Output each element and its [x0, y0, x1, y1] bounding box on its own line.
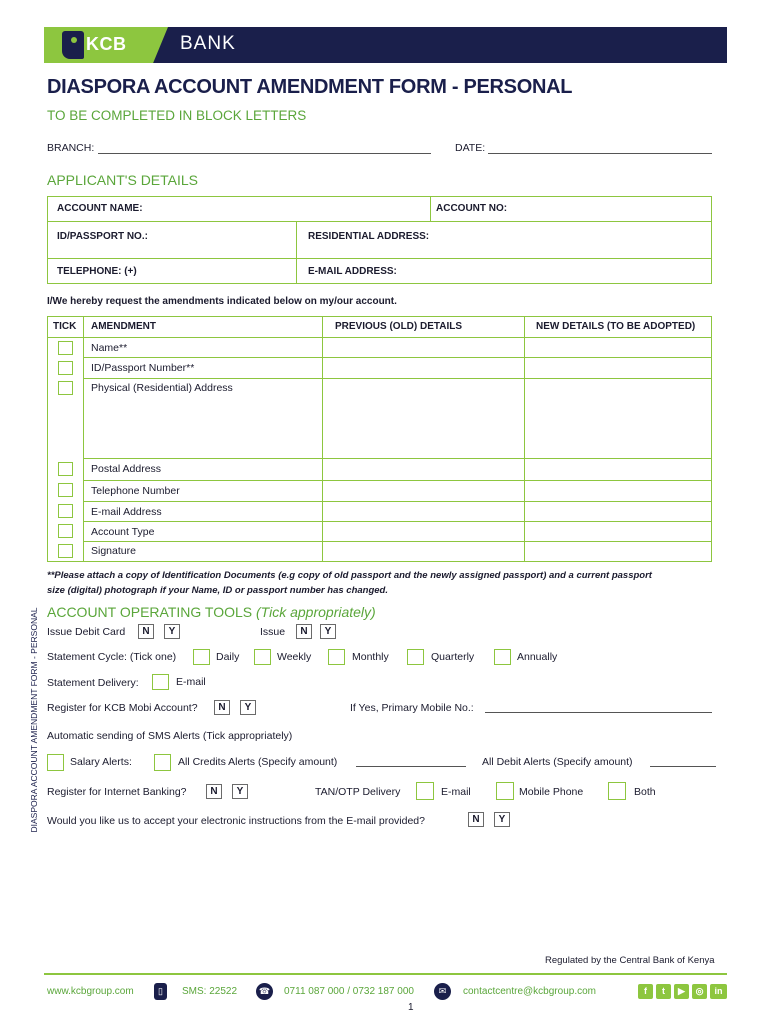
table-divider — [83, 458, 712, 459]
request-text: I/We hereby request the amendments indicated below on my/our account. — [47, 296, 397, 307]
credit-alerts-checkbox[interactable] — [154, 754, 171, 771]
tick-id-checkbox[interactable] — [58, 361, 73, 375]
mobi-yes-option[interactable]: Y — [240, 700, 256, 715]
date-input-line[interactable] — [488, 153, 712, 154]
attachment-note-line2: size (digital) photograph if your Name, ID or passport number has changed. — [47, 585, 388, 596]
table-divider — [83, 316, 84, 562]
mobi-no-option[interactable]: N — [214, 700, 230, 715]
page-number: 1 — [408, 1002, 414, 1013]
credit-amount-input-line[interactable] — [356, 766, 466, 767]
credit-alerts-label: All Credits Alerts (Specify amount) — [178, 756, 338, 768]
statement-cycle-label: Statement Cycle: (Tick one) — [47, 651, 177, 663]
amendment-row-label: Signature — [91, 545, 136, 557]
website-link[interactable]: www.kcbgroup.com — [47, 986, 134, 997]
otp-both-checkbox[interactable] — [608, 782, 626, 800]
amendment-row-label: Postal Address — [91, 463, 162, 475]
tools-heading — [47, 604, 376, 620]
internet-banking-label: Register for Internet Banking? — [47, 786, 187, 798]
tick-postal-address-checkbox[interactable] — [58, 462, 73, 476]
regulated-text: Regulated by the Central Bank of Kenya — [545, 955, 715, 966]
contact-email-link[interactable]: contactcentre@kcbgroup.com — [463, 986, 596, 997]
email-instr-yes-option[interactable]: Y — [494, 812, 510, 827]
col-new: NEW DETAILS (TO BE ADOPTED) — [536, 321, 696, 332]
applicant-divider — [296, 221, 297, 284]
table-divider — [524, 316, 525, 562]
amendment-row-label: Telephone Number — [91, 485, 180, 497]
branch-input-line[interactable] — [98, 153, 431, 154]
issue-label: Issue — [260, 626, 286, 638]
otp-both-label: Both — [634, 786, 656, 798]
mobile-phone-icon: ▯ — [154, 983, 167, 1000]
col-tick: TICK — [53, 321, 77, 332]
telephone-field[interactable]: TELEPHONE: (+) — [57, 266, 137, 277]
account-no-field[interactable]: ACCOUNT NO: — [436, 203, 508, 214]
tick-name-checkbox[interactable] — [58, 341, 73, 355]
debit-yes-option[interactable]: Y — [164, 624, 180, 639]
residential-address-field[interactable]: RESIDENTIAL ADDRESS: — [308, 231, 430, 242]
lion-logo-icon — [62, 31, 84, 59]
phone-numbers: 0711 087 000 / 0732 187 000 — [284, 986, 414, 997]
instagram-icon[interactable]: ◎ — [692, 984, 707, 999]
amendment-row-label: Name** — [91, 342, 128, 354]
tick-email-checkbox[interactable] — [58, 504, 73, 518]
id-passport-field[interactable]: ID/PASSPORT NO.: — [57, 231, 148, 242]
tick-signature-checkbox[interactable] — [58, 544, 73, 558]
issue-debit-label: Issue Debit Card — [47, 626, 126, 638]
applicant-divider — [47, 221, 712, 222]
col-previous: PREVIOUS (OLD) DETAILS — [335, 321, 463, 332]
linkedin-icon[interactable]: in — [710, 984, 727, 999]
kcb-logo-text: KCB — [86, 34, 127, 54]
telephone-icon: ☎ — [256, 983, 273, 1000]
table-divider — [83, 357, 712, 358]
sms-text: SMS: 22522 — [182, 986, 238, 997]
delivery-email-label: E-mail — [176, 676, 206, 688]
attachment-note-line1: **Please attach a copy of Identification Documents (e.g copy of old passport and the newly assigned passport) and a current passport — [47, 570, 652, 581]
debit-no-option[interactable]: N — [138, 624, 154, 639]
monthly-label: Monthly — [352, 651, 389, 663]
tick-physical-address-checkbox[interactable] — [58, 381, 73, 395]
email-address-field[interactable]: E-MAIL ADDRESS: — [308, 266, 397, 277]
quarterly-checkbox[interactable] — [407, 649, 424, 665]
amendment-row-label: Account Type — [91, 526, 155, 538]
col-amendment: AMENDMENT — [91, 321, 156, 332]
salary-alerts-checkbox[interactable] — [47, 754, 64, 771]
primary-mobile-input-line[interactable] — [485, 712, 712, 713]
table-divider — [83, 521, 712, 522]
table-divider — [83, 541, 712, 542]
annually-label: Annually — [517, 651, 558, 663]
email-instructions-label: Would you like us to accept your electronic instructions from the E-mail provided? — [47, 815, 425, 827]
quarterly-label: Quarterly — [431, 651, 475, 663]
form-title: DIASPORA ACCOUNT AMENDMENT FORM - PERSONAL — [47, 76, 573, 98]
tools-heading-text: ACCOUNT OPERATING TOOLS — [47, 604, 253, 620]
tan-otp-label: TAN/OTP Delivery — [315, 786, 401, 798]
tools-heading-note: (Tick appropriately) — [256, 604, 376, 620]
otp-email-checkbox[interactable] — [416, 782, 434, 800]
facebook-icon[interactable]: f — [638, 984, 653, 999]
sms-alerts-label: Automatic sending of SMS Alerts (Tick appropriately) — [47, 730, 293, 742]
table-divider — [83, 501, 712, 502]
weekly-label: Weekly — [277, 651, 312, 663]
otp-mobile-checkbox[interactable] — [496, 782, 514, 800]
date-label: DATE: — [455, 142, 486, 154]
account-name-field[interactable]: ACCOUNT NAME: — [57, 203, 143, 214]
twitter-icon[interactable]: t — [656, 984, 671, 999]
weekly-checkbox[interactable] — [254, 649, 271, 665]
daily-label: Daily — [216, 651, 240, 663]
tick-account-type-checkbox[interactable] — [58, 524, 73, 538]
debit-alerts-label: All Debit Alerts (Specify amount) — [482, 756, 633, 768]
table-divider — [47, 337, 712, 338]
tick-telephone-checkbox[interactable] — [58, 483, 73, 497]
amendment-row-label: E-mail Address — [91, 506, 162, 518]
table-divider — [83, 378, 712, 379]
primary-mobile-label: If Yes, Primary Mobile No.: — [350, 702, 474, 714]
otp-email-label: E-mail — [441, 786, 471, 798]
salary-alerts-label: Salary Alerts: — [70, 756, 132, 768]
youtube-icon[interactable]: ▶ — [674, 984, 689, 999]
amendment-row-label: Physical (Residential) Address — [91, 382, 233, 394]
internet-yes-option[interactable]: Y — [232, 784, 248, 799]
monthly-checkbox[interactable] — [328, 649, 345, 665]
statement-delivery-label: Statement Delivery: — [47, 677, 139, 689]
email-icon: ✉ — [434, 983, 451, 1000]
otp-mobile-label: Mobile Phone — [519, 786, 584, 798]
internet-no-option[interactable]: N — [206, 784, 222, 799]
applicant-divider — [47, 258, 712, 259]
email-instr-no-option[interactable]: N — [468, 812, 484, 827]
applicant-divider — [430, 196, 431, 221]
annually-checkbox[interactable] — [494, 649, 511, 665]
daily-checkbox[interactable] — [193, 649, 210, 665]
applicant-heading: APPLICANT'S DETAILS — [47, 172, 199, 188]
form-subtitle: TO BE COMPLETED IN BLOCK LETTERS — [47, 108, 307, 123]
amendment-row-label: ID/Passport Number** — [91, 362, 195, 374]
side-form-label: DIASPORA ACCOUNT AMENDMENT FORM - PERSONAL — [29, 607, 39, 833]
delivery-email-checkbox[interactable] — [152, 674, 169, 690]
footer-divider — [44, 973, 727, 975]
table-divider — [83, 480, 712, 481]
issue-yes-option[interactable]: Y — [320, 624, 336, 639]
kcb-mobi-label: Register for KCB Mobi Account? — [47, 702, 198, 714]
debit-amount-input-line[interactable] — [650, 766, 716, 767]
bank-label: BANK — [180, 33, 236, 54]
issue-no-option[interactable]: N — [296, 624, 312, 639]
branch-label: BRANCH: — [47, 142, 95, 154]
table-divider — [322, 316, 323, 562]
